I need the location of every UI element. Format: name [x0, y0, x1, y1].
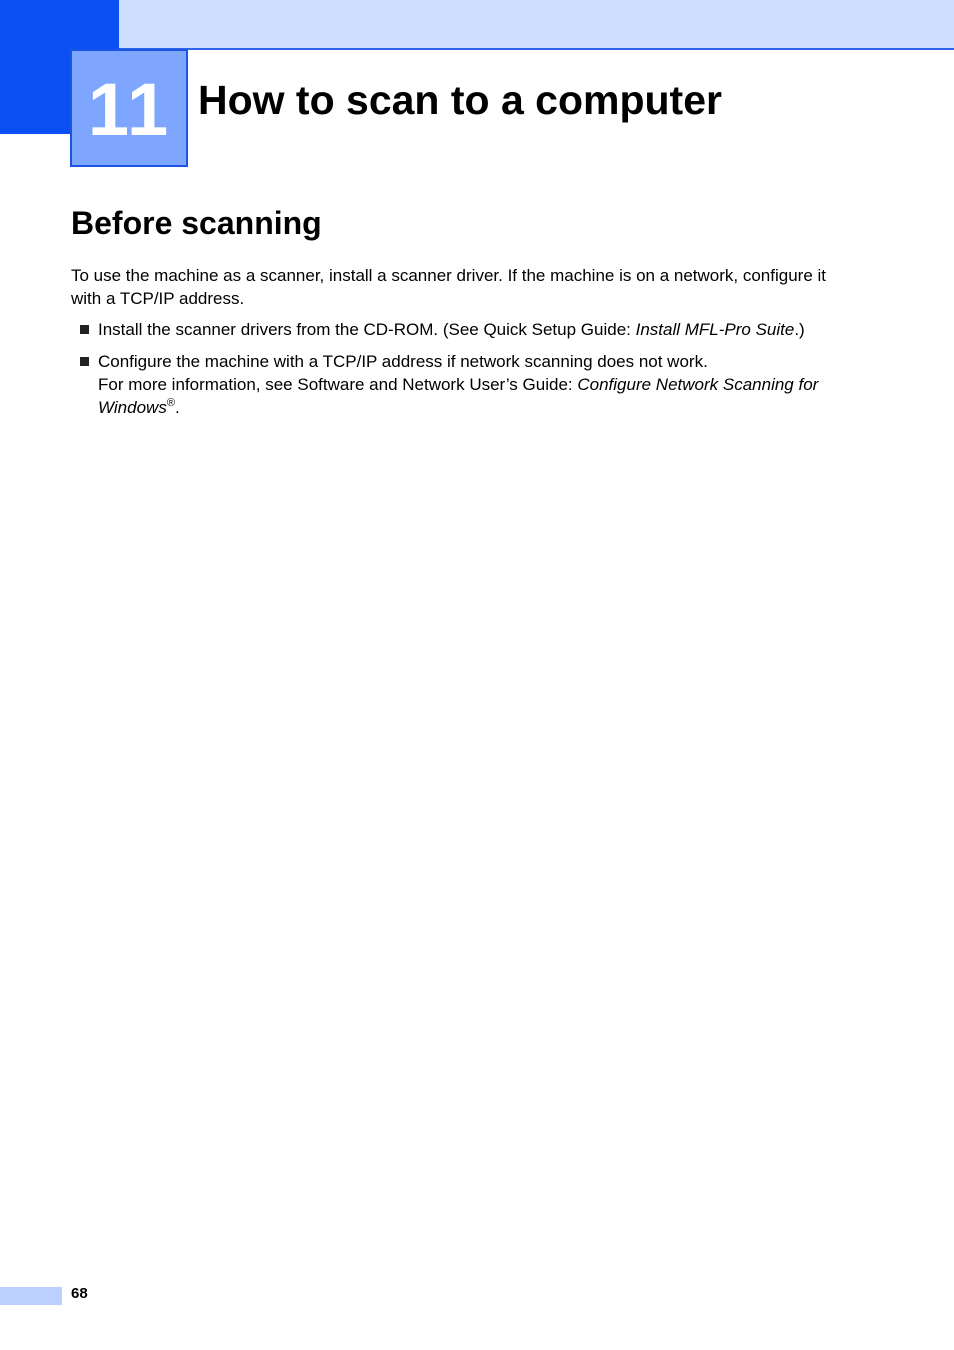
instruction-list: [71, 318, 891, 428]
footer-color-bar: [0, 1287, 62, 1305]
chapter-number-box: [70, 49, 188, 167]
list-item: [71, 318, 891, 341]
list-item-text: Install the scanner drivers from the CD-ROM. (See Quick Setup Guide:: [98, 320, 636, 339]
guide-reference: Install MFL-Pro Suite: [635, 320, 795, 339]
list-item-text-end: .): [794, 320, 805, 339]
page-number: 68: [71, 1285, 88, 1302]
guide-reference: Configure Network Scanning for Windows: [98, 375, 819, 417]
registered-mark: ®: [166, 397, 175, 409]
chapter-number: 11: [87, 68, 171, 151]
square-bullet-icon: [80, 357, 89, 366]
list-item-text-end: .: [174, 398, 180, 417]
chapter-title: How to scan to a computer: [198, 77, 722, 123]
list-item-subtext: For more information, see Software and Network User’s Guide:: [98, 375, 578, 394]
list-item: [71, 350, 891, 419]
section-heading: Before scanning: [71, 205, 322, 241]
header-band: [119, 0, 954, 50]
list-item-text: Configure the machine with a TCP/IP address if network scanning does not work.: [98, 352, 708, 371]
intro-paragraph: To use the machine as a scanner, install a scanner driver. If the machine is on a network, configure it with a TCP/IP address.: [71, 266, 827, 308]
square-bullet-icon: [80, 325, 89, 334]
